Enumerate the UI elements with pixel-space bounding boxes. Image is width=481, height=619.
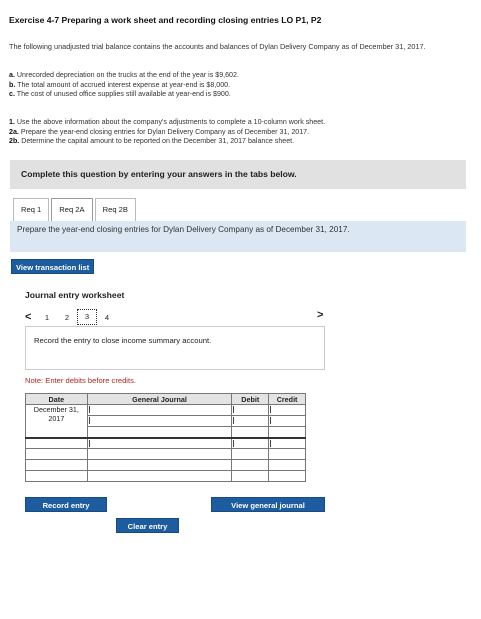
date-cell-empty[interactable] xyxy=(26,471,88,482)
account-input[interactable] xyxy=(87,438,232,449)
credit-input[interactable] xyxy=(269,471,306,482)
journal-entry-table xyxy=(25,393,306,482)
instruction-bar: Complete this question by entering your answers in the tabs below. xyxy=(10,160,466,189)
worksheet-title: Journal entry worksheet xyxy=(25,290,125,300)
debits-note: Note: Enter debits before credits. xyxy=(25,376,137,385)
column-header-general-journal: General Journal xyxy=(87,394,232,405)
debit-input[interactable] xyxy=(232,405,269,416)
column-header-credit: Credit xyxy=(269,394,306,405)
intro-text: The following unadjusted trial balance contains the accounts and balances of Dylan Delivery Company as of December 31, 2017. xyxy=(9,42,426,51)
tab-bar xyxy=(13,198,138,222)
page-1[interactable]: 1 xyxy=(44,312,50,322)
credit-input[interactable] xyxy=(269,427,306,438)
page-3-current[interactable]: 3 xyxy=(77,309,97,325)
worksheet-pager xyxy=(25,309,117,325)
debit-input[interactable] xyxy=(232,438,269,449)
debit-input[interactable] xyxy=(232,449,269,460)
account-input[interactable] xyxy=(87,449,232,460)
debit-input[interactable] xyxy=(232,427,269,438)
page-4[interactable]: 4 xyxy=(104,312,110,322)
adjustments-list xyxy=(9,71,239,100)
view-general-journal-button[interactable]: View general journal xyxy=(211,497,325,512)
entry-description-box: Record the entry to close income summary account. xyxy=(25,326,325,370)
adjustment-item: a. Unrecorded depreciation on the trucks at the end of the year is $9,602. xyxy=(9,71,239,79)
credit-input[interactable] xyxy=(269,405,306,416)
tasks-list xyxy=(9,118,325,147)
credit-input[interactable] xyxy=(269,438,306,449)
task-item: 2a. Prepare the year-end closing entries for Dylan Delivery Company as of December 31, 2017. xyxy=(9,127,310,136)
account-input[interactable] xyxy=(87,405,232,416)
table-row xyxy=(26,449,306,460)
tab-req-2b[interactable]: Req 2B xyxy=(95,198,136,222)
date-cell-empty[interactable] xyxy=(26,449,88,460)
credit-input[interactable] xyxy=(269,416,306,427)
date-cell: December 31, 2017 xyxy=(26,405,88,438)
credit-input[interactable] xyxy=(269,460,306,471)
account-input[interactable] xyxy=(87,471,232,482)
debit-input[interactable] xyxy=(232,460,269,471)
column-header-date: Date xyxy=(26,394,88,405)
account-input[interactable] xyxy=(87,460,232,471)
credit-input[interactable] xyxy=(269,449,306,460)
debit-input[interactable] xyxy=(232,416,269,427)
table-row xyxy=(26,405,306,416)
adjustment-item: b. The total amount of accrued interest expense at year-end is $8,000. xyxy=(9,80,231,89)
prev-arrow-icon[interactable]: < xyxy=(25,311,32,323)
tab-req-2a[interactable]: Req 2A xyxy=(51,198,92,222)
table-header-row xyxy=(26,394,306,405)
table-row xyxy=(26,471,306,482)
table-row xyxy=(26,438,306,449)
page-2[interactable]: 2 xyxy=(64,312,70,322)
view-transaction-list-button[interactable]: View transaction list xyxy=(11,259,94,274)
date-cell-empty[interactable] xyxy=(26,460,88,471)
requirement-prompt: Prepare the year-end closing entries for Dylan Delivery Company as of December 31, 2017. xyxy=(10,221,466,252)
task-item: 2b. Determine the capital amount to be reported on the December 31, 2017 balance sheet. xyxy=(9,137,295,145)
column-header-debit: Debit xyxy=(232,394,269,405)
record-entry-button[interactable]: Record entry xyxy=(25,497,107,512)
clear-entry-button[interactable]: Clear entry xyxy=(116,518,179,533)
account-input[interactable] xyxy=(87,416,232,427)
debit-input[interactable] xyxy=(232,471,269,482)
date-cell-empty[interactable] xyxy=(26,438,88,449)
account-input[interactable] xyxy=(87,427,232,438)
exercise-title: Exercise 4-7 Preparing a work sheet and recording closing entries LO P1, P2 xyxy=(9,15,322,25)
task-item: 1. Use the above information about the company's adjustments to complete a 10-column work sheet. xyxy=(9,118,326,126)
adjustment-item: c. The cost of unused office supplies still available at year-end is $900. xyxy=(9,90,231,98)
next-arrow-icon[interactable]: > xyxy=(317,309,324,321)
tab-req-1[interactable]: Req 1 xyxy=(13,198,49,222)
table-row xyxy=(26,460,306,471)
